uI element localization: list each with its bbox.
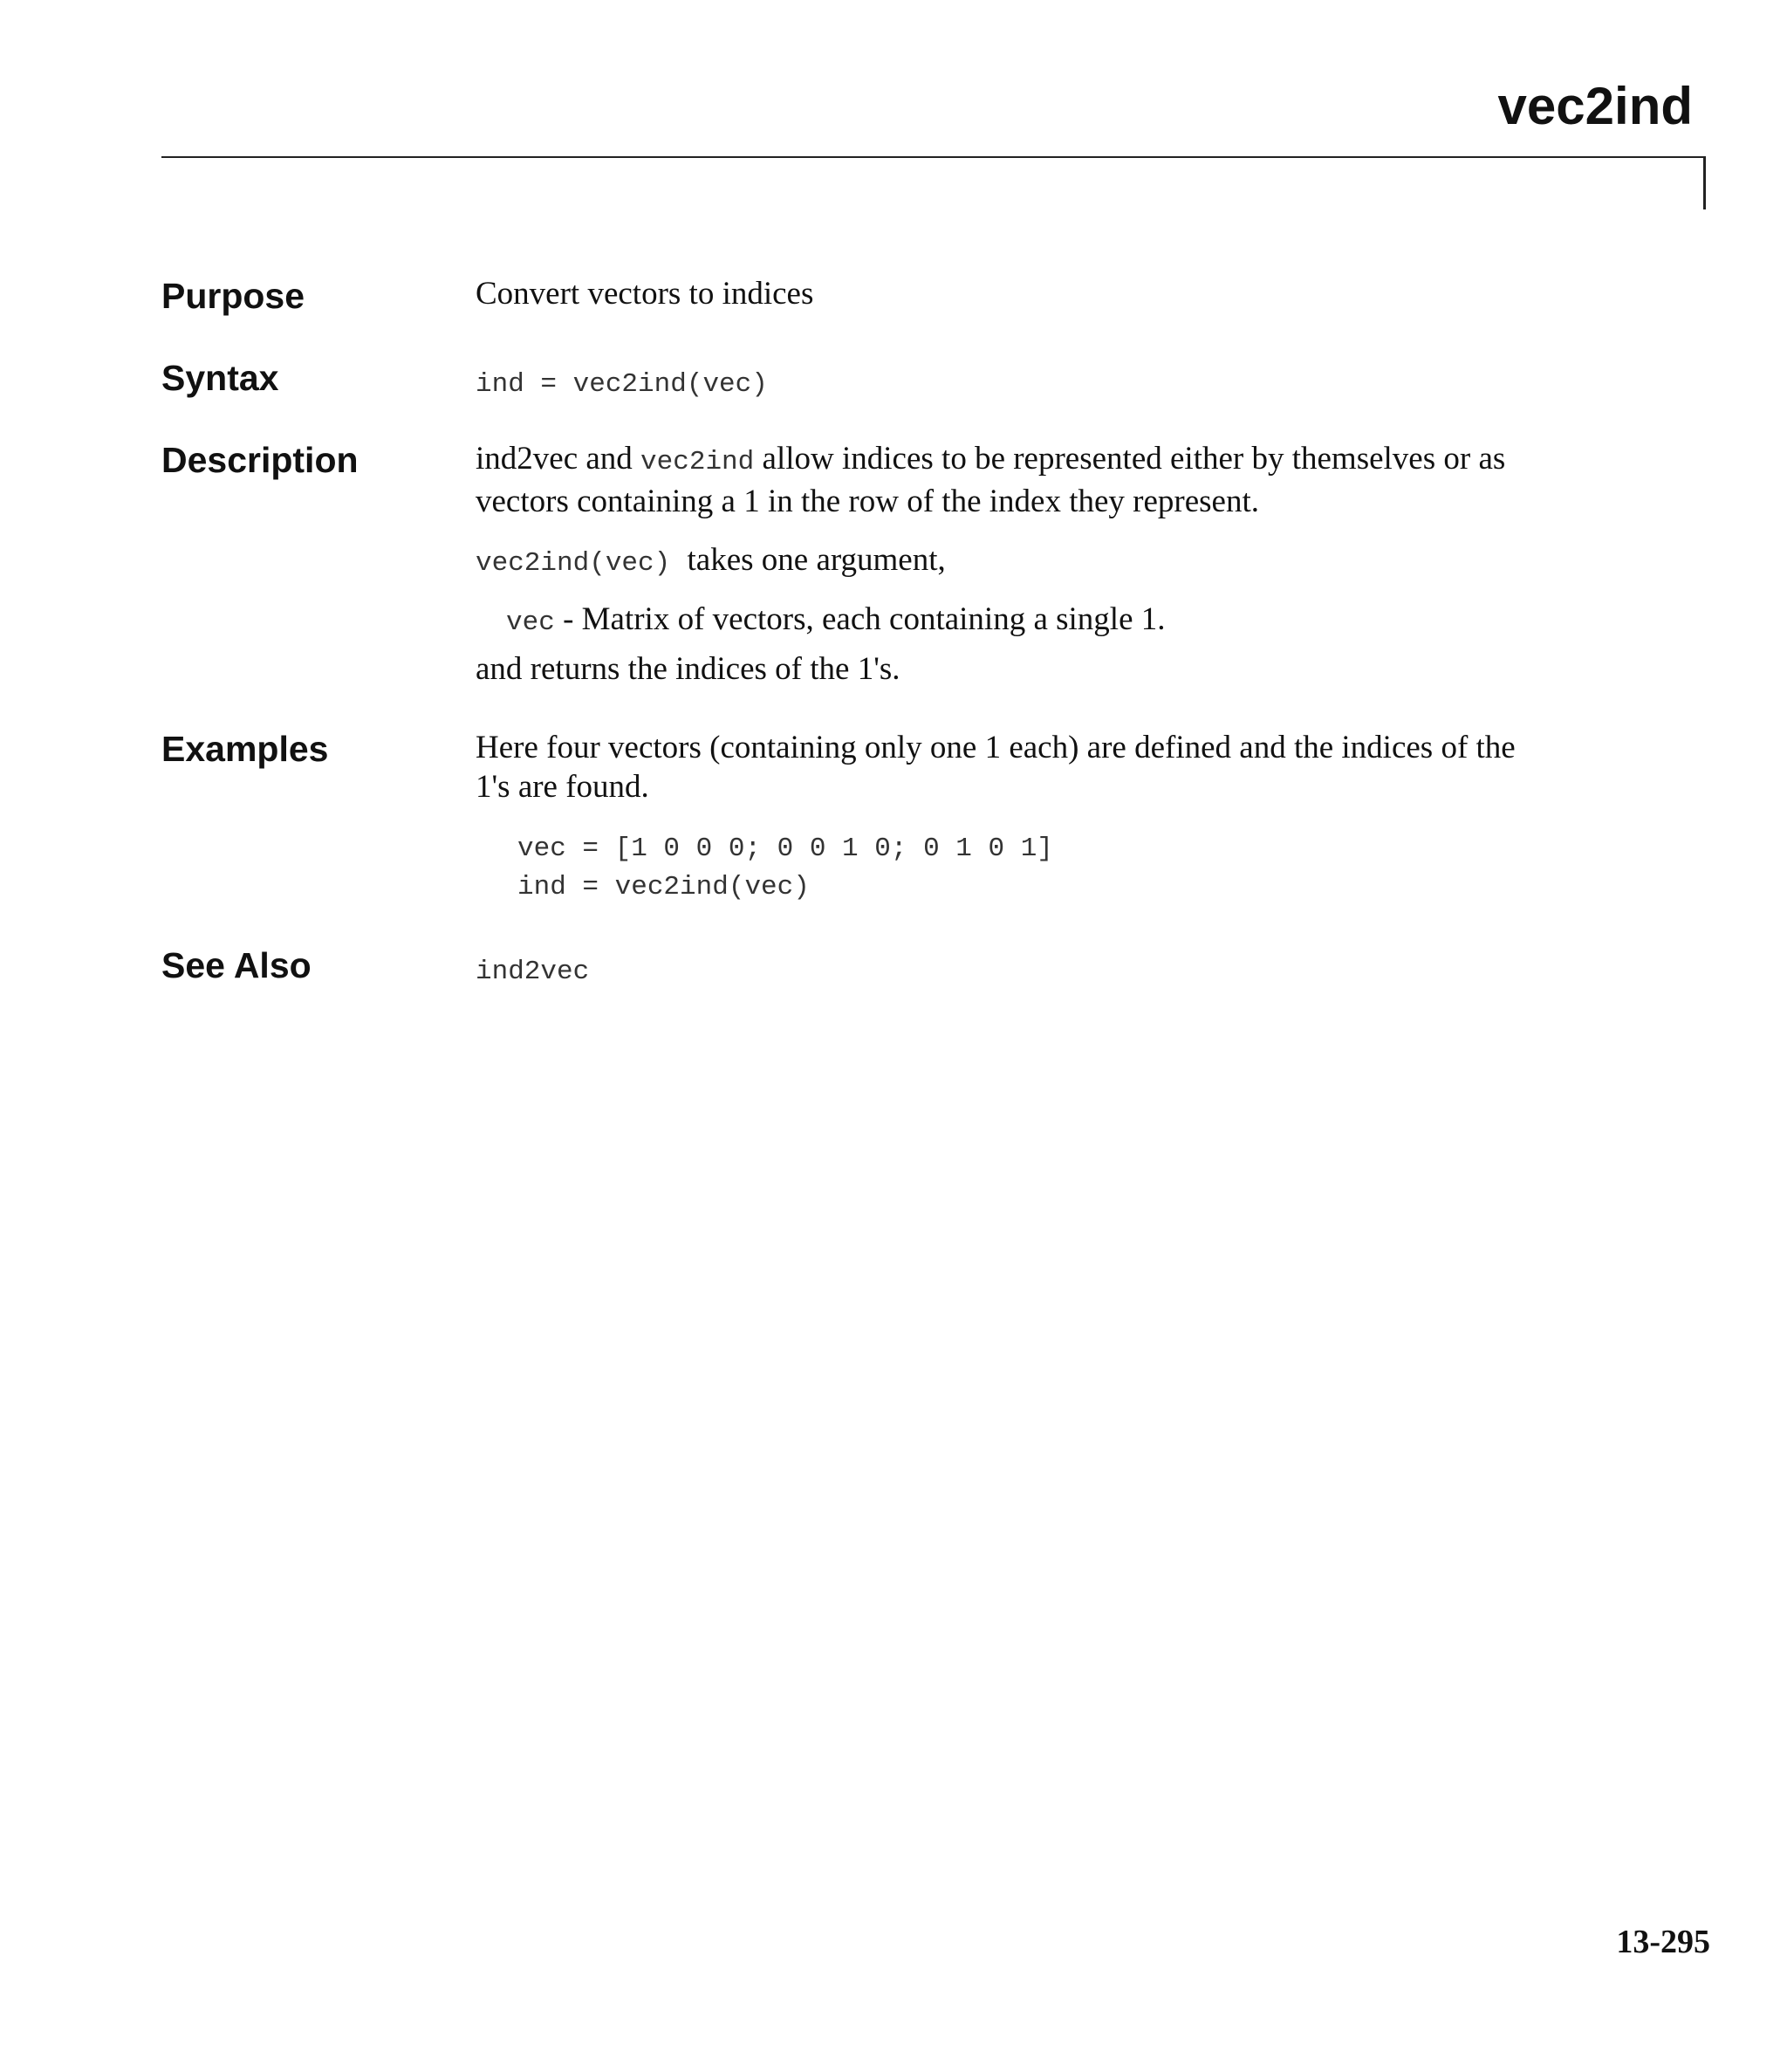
description-arg-code: vec [506,607,555,638]
description-heading: Description [161,440,359,480]
see-also-link[interactable]: ind2vec [476,957,590,987]
description-p2-code: vec2ind(vec) [476,548,671,579]
description-argument [506,600,1658,642]
description-p1-start: ind2vec and [476,441,641,477]
purpose-heading: Purpose [161,276,305,316]
examples-heading: Examples [161,729,329,769]
description-p1-line2: vectors containing a 1 in the row of the index they represent. [476,484,1259,519]
page-number: 13-295 [1616,1924,1710,1960]
syntax-code: ind = vec2ind(vec) [476,369,768,400]
examples-line-2: 1's are found. [476,769,649,805]
purpose-text: Convert vectors to indices [476,276,814,312]
see-also-heading: See Also [161,945,312,985]
syntax-block [476,361,1627,404]
description-paragraph-1 [476,439,1627,521]
description-paragraph-2 [476,540,1627,583]
description-p1-line1-rest: allow indices to be represented either by themselves or as [754,441,1506,477]
examples-line-1: Here four vectors (containing only one 1 each) are defined and the indices of the [476,730,1516,765]
page-title: vec2ind [1497,77,1693,135]
description-p2-text: takes one argument, [687,542,946,578]
examples-code-line-1: vec = [1 0 0 0; 0 0 1 0; 0 1 0 1] [517,834,1053,864]
examples-code-line-2: ind = vec2ind(vec) [517,872,810,902]
see-also-block [476,949,1627,991]
header-rule-tick [1703,156,1706,209]
examples-paragraph [476,728,1627,806]
description-paragraph-3: and returns the indices of the 1's. [476,651,900,687]
syntax-heading: Syntax [161,358,279,398]
header-rule [161,156,1706,158]
description-arg-text: - Matrix of vectors, each containing a single 1. [554,601,1166,637]
description-p1-code: vec2ind [640,447,755,477]
